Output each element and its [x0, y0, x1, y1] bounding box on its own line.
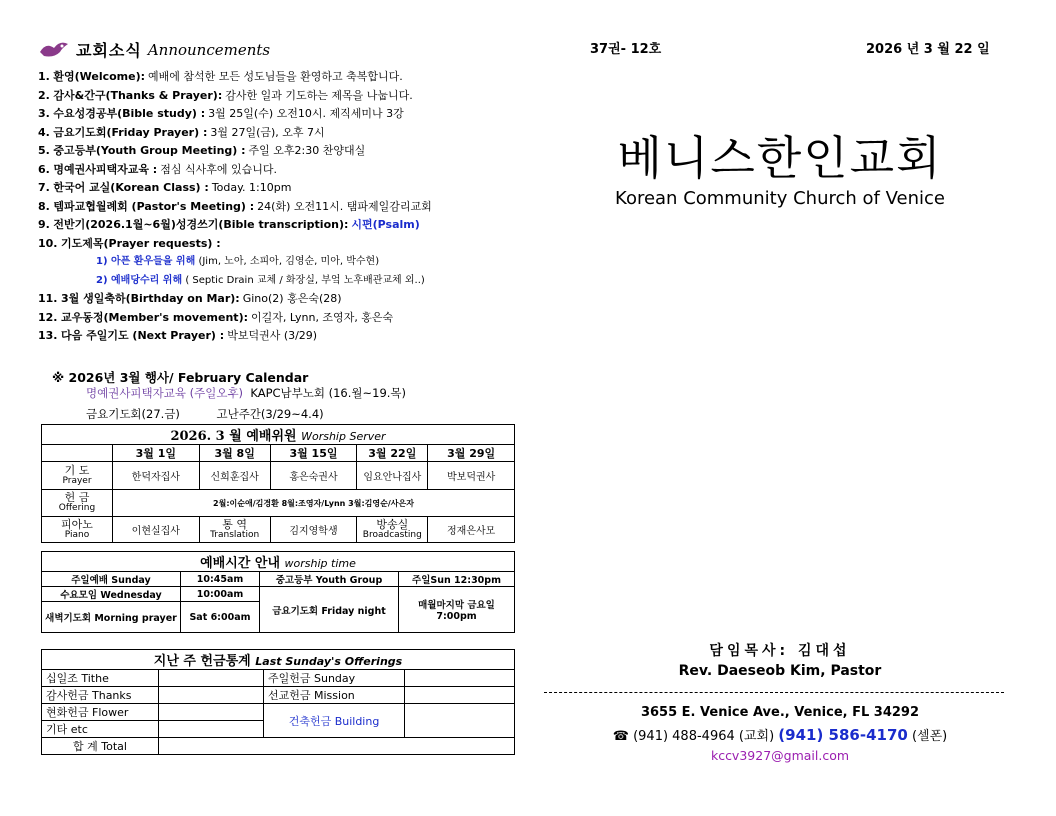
- church-name-en: Korean Community Church of Venice: [615, 188, 945, 209]
- worship-server-title: 2026. 3 월 예배위원 Worship Server: [42, 425, 515, 445]
- church-email[interactable]: kccv3927@gmail.com: [710, 748, 850, 763]
- prayer-row-label: 기 도 Prayer: [42, 462, 113, 490]
- server-cell: 홍은숙권사: [270, 462, 357, 490]
- worship-time-title: 예배시간 안내 worship time: [42, 552, 515, 572]
- sunday-time: 10:45am: [181, 572, 260, 587]
- announcement-item: 10. 기도제목(Prayer requests) :: [38, 236, 221, 250]
- dawn-time: Sat 6:00am: [181, 602, 260, 633]
- announcement-item: 5. 중고등부(Youth Group Meeting) : 주일 오후2:30 찬양대실: [38, 144, 366, 157]
- announcement-item: 12. 교우동정(Member's movement): 이길자, Lynn, 조영자, 홍은숙: [38, 310, 394, 324]
- bulletin-date: 2026 년 3 월 22 일: [866, 42, 990, 57]
- piano-row-label: 피아노 Piano: [42, 517, 113, 543]
- prayer-request-item: 1) 아픈 환우들을 위해 (Jim, 노아, 소피아, 김영순, 미아, 박수현): [96, 256, 380, 267]
- mission-label: 선교헌금 Mission: [264, 687, 405, 704]
- bird-icon: [38, 40, 70, 60]
- broadcast-cell: 정재은사모: [428, 517, 515, 543]
- cell-label: (셀폰): [911, 729, 948, 744]
- worship-time-table: [41, 551, 515, 633]
- announcement-item: 11. 3월 생일축하(Birthday on Mar): Gino(2) 홍은숙(28): [38, 292, 342, 305]
- announcements-list: [38, 68, 518, 346]
- announcement-item: 7. 한국어 교실(Korean Class) : Today. 1:10pm: [38, 181, 292, 194]
- total-label: 합 계 Total: [42, 738, 159, 755]
- calendar-heading: ※ 2026년 3월 행사/ February Calendar: [52, 370, 309, 385]
- volume-number: 37권- 12호: [590, 42, 662, 57]
- translation-cell: 김지영학생: [270, 517, 357, 543]
- wednesday-time: 10:00am: [181, 587, 260, 602]
- translation-label: 통 역 Translation: [199, 517, 270, 543]
- sunday-label: 주일예배 Sunday: [42, 572, 181, 587]
- church-name-kr: 베니스한인교회: [617, 131, 943, 185]
- phone-line: [560, 725, 1000, 744]
- announcement-item: 4. 금요기도회(Friday Prayer) : 3월 27일(금), 오후 7시: [38, 125, 325, 139]
- offerings-title: 지난 주 헌금통계 Last Sunday's Offerings: [42, 650, 515, 670]
- offering-servers: 2월:이순애/김경환 8월:조영자/Lynn 3월:김영순/사은자: [113, 490, 515, 517]
- announcement-item: 9. 전반기(2026.1월~6월)성경쓰기(Bible transcription): 시편(Psalm): [38, 218, 420, 231]
- pastor-name-en: Rev. Daeseob Kim, Pastor: [678, 663, 882, 679]
- server-cell: 박보덕권사: [428, 462, 515, 490]
- date-header: 3월 15일: [270, 445, 357, 462]
- announcements-title-en: Announcements: [147, 40, 271, 59]
- announcement-item: 13. 다음 주일기도 (Next Prayer) : 박보덕권사 (3/29): [38, 329, 318, 342]
- church-phone: ☎ (941) 488-4964 (교회): [612, 729, 775, 744]
- youth-time: 주일Sun 12:30pm: [399, 572, 515, 587]
- church-address: 3655 E. Venice Ave., Venice, FL 34292: [640, 705, 920, 720]
- calendar-event: 명예권사피택자교육 (주일오후) KAPC남부노회 (16.월~19.목): [86, 386, 407, 400]
- divider: [544, 692, 1004, 693]
- youth-label: 중고등부 Youth Group: [260, 572, 399, 587]
- sunday-offering-label: 주일헌금 Sunday: [264, 670, 405, 687]
- server-cell: 한덕자집사: [113, 462, 200, 490]
- etc-label: 기타 etc: [42, 721, 159, 738]
- date-header: 3월 29일: [428, 445, 515, 462]
- calendar-event: 금요기도회(27.금) 고난주간(3/29~4.4): [86, 407, 324, 421]
- dawn-label: 새벽기도회 Morning prayer: [42, 602, 181, 633]
- offering-row-label: 헌 금 Offering: [42, 490, 113, 517]
- date-header: 3월 1일: [113, 445, 200, 462]
- broadcast-label: 방송실 Broadcasting: [357, 517, 428, 543]
- flower-label: 현화헌금 Flower: [42, 704, 159, 721]
- server-cell: 임요안나집사: [357, 462, 428, 490]
- announcement-item: 8. 템파교협월례회 (Pastor's Meeting) : 24(화) 오전11시. 탬파제일감리교회: [38, 199, 432, 213]
- thanks-label: 감사헌금 Thanks: [42, 687, 159, 704]
- announcement-item: 1. 환영(Welcome): 예배에 참석한 모든 성도님들을 환영하고 축복합니다.: [38, 70, 403, 83]
- tithe-label: 십일조 Tithe: [42, 670, 159, 687]
- wednesday-label: 수요모임 Wednesday: [42, 587, 181, 602]
- announcements-header: [38, 38, 270, 61]
- worship-server-table: [41, 424, 515, 543]
- cell-phone: (941) 586-4170: [778, 726, 908, 744]
- piano-cell: 이현실집사: [113, 517, 200, 543]
- date-header: 3월 8일: [199, 445, 270, 462]
- server-cell: 신희훈집사: [199, 462, 270, 490]
- friday-label: 금요기도회 Friday night: [260, 587, 399, 633]
- date-header: 3월 22일: [357, 445, 428, 462]
- building-label: 건축헌금 Building: [264, 704, 405, 738]
- announcement-item: 3. 수요성경공부(Bible study) : 3월 25일(수) 오전10시. 제직세미나 3강: [38, 107, 404, 120]
- announcement-item: 6. 명예권사피택자교육 : 점심 식사후에 있습니다.: [38, 162, 277, 176]
- prayer-request-item: 2) 예배당수리 위해 ( Septic Drain 교체 / 화장실, 부엌 노후배관교체 외..): [96, 274, 425, 286]
- announcement-item: 2. 감사&간구(Thanks & Prayer): 감사한 일과 기도하는 제목을 나눕니다.: [38, 88, 413, 102]
- offerings-table: [41, 649, 515, 755]
- announcements-title-kr: 교회소식: [76, 41, 142, 60]
- pastor-name-kr: 담임목사: 김대섭: [709, 643, 851, 659]
- friday-time: 매월마지막 금요일 7:00pm: [399, 587, 515, 633]
